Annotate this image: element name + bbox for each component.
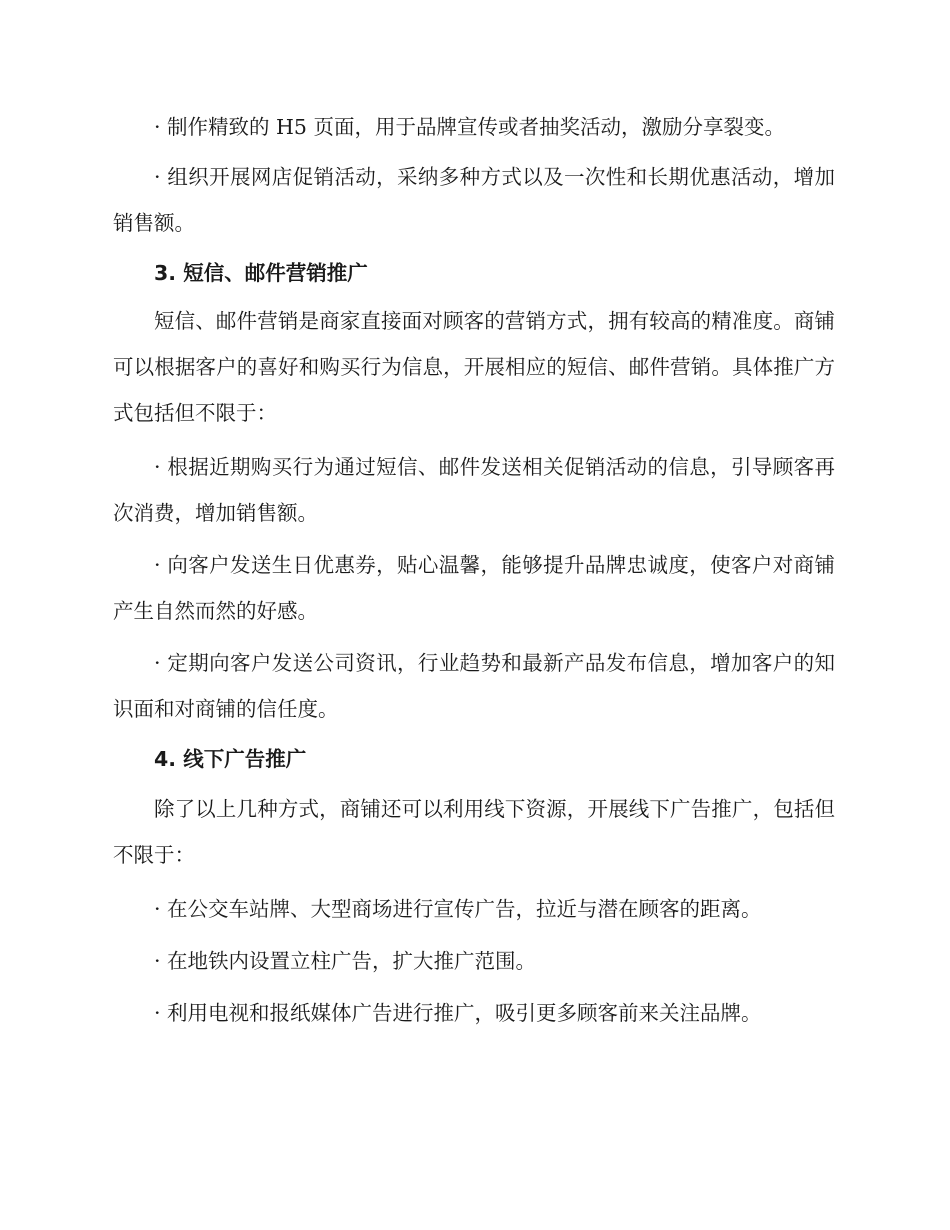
section-heading-offline-ads: 4. 线下广告推广 xyxy=(154,747,307,771)
document-body xyxy=(113,104,835,1036)
bullet-bus-stop-ads: · 在公交车站牌、大型商场进行宣传广告，拉近与潜在顾客的距离。 xyxy=(154,897,762,921)
section-heading-sms-email: 3. 短信、邮件营销推广 xyxy=(154,261,368,285)
bullet-tv-newspaper-ads: · 利用电视和报纸媒体广告进行推广，吸引更多顾客前来关注品牌。 xyxy=(154,1001,762,1025)
paragraph-sms-email-intro: 短信、邮件营销是商家直接面对顾客的营销方式，拥有较高的精准度。商铺可以根据客户的喜好和购买行为信息，开展相应的短信、邮件营销。具体推广方式包括但不限于： xyxy=(113,309,835,425)
bullet-birthday-coupon: · 向客户发送生日优惠券，贴心温馨，能够提升品牌忠诚度，使客户对商铺产生自然而然的好感。 xyxy=(113,553,835,623)
bullet-h5-page: · 制作精致的 H5 页面，用于品牌宣传或者抽奖活动，激励分享裂变。 xyxy=(154,115,785,139)
bullet-company-news: · 定期向客户发送公司资讯，行业趋势和最新产品发布信息，增加客户的知识面和对商铺的信任度。 xyxy=(113,651,835,721)
bullet-recent-purchase: · 根据近期购买行为通过短信、邮件发送相关促销活动的信息，引导顾客再次消费，增加销售额。 xyxy=(113,455,835,525)
paragraph-offline-intro: 除了以上几种方式，商铺还可以利用线下资源，开展线下广告推广，包括但不限于： xyxy=(113,797,835,867)
bullet-subway-ads: · 在地铁内设置立柱广告，扩大推广范围。 xyxy=(154,949,537,973)
bullet-store-promotion: · 组织开展网店促销活动，采纳多种方式以及一次性和长期优惠活动，增加销售额。 xyxy=(113,165,835,235)
